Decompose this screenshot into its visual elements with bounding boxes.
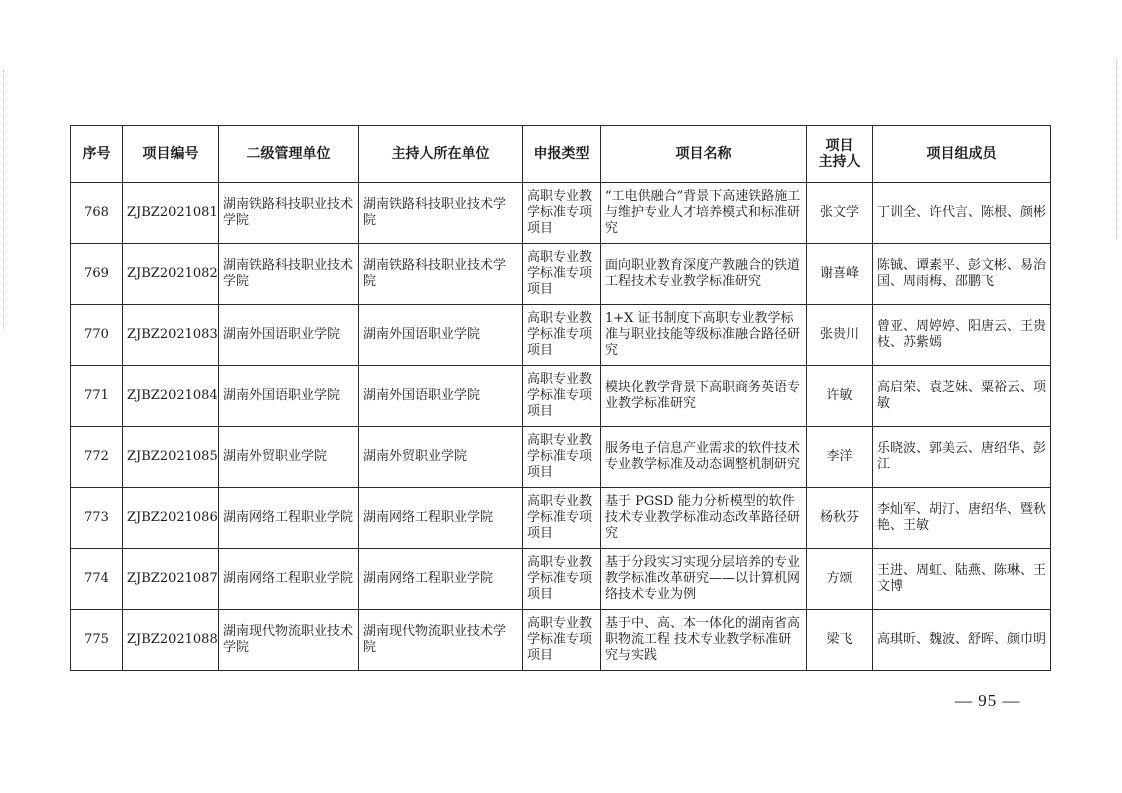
table-row	[71, 366, 1051, 427]
table-row	[71, 305, 1051, 366]
cell-host-unit: 湖南外贸职业学院	[359, 427, 523, 488]
cell-seq: 772	[71, 427, 123, 488]
cell-name: 模块化教学背景下高职商务英语专业教学标准研究	[601, 366, 807, 427]
cell-type: 高职专业教学标准专项项目	[523, 183, 601, 244]
cell-type: 高职专业教学标准专项项目	[523, 366, 601, 427]
cell-leader: 方颂	[807, 549, 873, 610]
cell-unit: 湖南现代物流职业技术学院	[219, 610, 359, 671]
cell-name: 基于分段实习实现分层培养的专业教学标准改革研究——以计算机网络技术专业为例	[601, 549, 807, 610]
header-host-unit: 主持人所在单位	[359, 126, 523, 183]
cell-seq: 775	[71, 610, 123, 671]
cell-seq: 771	[71, 366, 123, 427]
cell-host-unit: 湖南铁路科技职业技术学院	[359, 183, 523, 244]
cell-leader: 梁飞	[807, 610, 873, 671]
cell-host-unit: 湖南铁路科技职业技术学院	[359, 244, 523, 305]
cell-members: 李灿军、胡汀、唐绍华、暨秋艳、王敏	[873, 488, 1051, 549]
cell-code: ZJBZ2021083	[123, 305, 219, 366]
cell-code: ZJBZ2021088	[123, 610, 219, 671]
cell-seq: 770	[71, 305, 123, 366]
cell-host-unit: 湖南外国语职业学院	[359, 366, 523, 427]
cell-host-unit: 湖南外国语职业学院	[359, 305, 523, 366]
cell-unit: 湖南外国语职业学院	[219, 305, 359, 366]
table-header-row	[71, 126, 1051, 183]
header-type: 申报类型	[523, 126, 601, 183]
cell-name: 服务电子信息产业需求的软件技术专业教学标准及动态调整机制研究	[601, 427, 807, 488]
cell-unit: 湖南外贸职业学院	[219, 427, 359, 488]
scan-edge-mark-right	[1116, 60, 1118, 240]
cell-type: 高职专业教学标准专项项目	[523, 488, 601, 549]
header-members: 项目组成员	[873, 126, 1051, 183]
cell-code: ZJBZ2021084	[123, 366, 219, 427]
cell-seq: 774	[71, 549, 123, 610]
header-code: 项目编号	[123, 126, 219, 183]
cell-members: 高启荣、袁芝妹、粟裕云、项敏	[873, 366, 1051, 427]
cell-code: ZJBZ2021082	[123, 244, 219, 305]
cell-name: 面向职业教育深度产教融合的铁道工程技术专业教学标准研究	[601, 244, 807, 305]
cell-members: 王进、周虹、陆燕、陈琳、王文博	[873, 549, 1051, 610]
cell-name: “工电供融合”背景下高速铁路施工与维护专业人才培养模式和标准研究	[601, 183, 807, 244]
cell-members: 陈铖、谭素平、彭文彬、易治国、周雨梅、邵鹏飞	[873, 244, 1051, 305]
cell-type: 高职专业教学标准专项项目	[523, 305, 601, 366]
cell-unit: 湖南铁路科技职业技术学院	[219, 183, 359, 244]
cell-unit: 湖南网络工程职业学院	[219, 549, 359, 610]
cell-members: 乐晓波、郭美云、唐绍华、彭江	[873, 427, 1051, 488]
cell-leader: 许敏	[807, 366, 873, 427]
cell-members: 丁训全、许代言、陈根、颜彬	[873, 183, 1051, 244]
cell-leader: 谢喜峰	[807, 244, 873, 305]
page-number: — 95 —	[955, 691, 1021, 710]
table-row	[71, 549, 1051, 610]
table-row	[71, 244, 1051, 305]
cell-host-unit: 湖南网络工程职业学院	[359, 549, 523, 610]
cell-members: 曾亚、周婷婷、阳唐云、王贵枝、苏紫嫣	[873, 305, 1051, 366]
cell-unit: 湖南网络工程职业学院	[219, 488, 359, 549]
header-unit: 二级管理单位	[219, 126, 359, 183]
cell-host-unit: 湖南现代物流职业技术学院	[359, 610, 523, 671]
cell-type: 高职专业教学标准专项项目	[523, 549, 601, 610]
cell-name: 基于中、高、本一体化的湖南省高职物流工程 技术专业教学标准研究与实践	[601, 610, 807, 671]
table-row	[71, 427, 1051, 488]
cell-code: ZJBZ2021085	[123, 427, 219, 488]
table-row	[71, 183, 1051, 244]
cell-unit: 湖南外国语职业学院	[219, 366, 359, 427]
cell-leader: 李洋	[807, 427, 873, 488]
cell-code: ZJBZ2021087	[123, 549, 219, 610]
project-table	[70, 125, 1051, 671]
cell-seq: 768	[71, 183, 123, 244]
cell-name: 基于 PGSD 能力分析模型的软件技术专业教学标准动态改革路径研究	[601, 488, 807, 549]
cell-unit: 湖南铁路科技职业技术学院	[219, 244, 359, 305]
header-leader: 项目 主持人	[807, 126, 873, 183]
header-name: 项目名称	[601, 126, 807, 183]
cell-type: 高职专业教学标准专项项目	[523, 427, 601, 488]
cell-code: ZJBZ2021081	[123, 183, 219, 244]
cell-leader: 张贵川	[807, 305, 873, 366]
header-seq: 序号	[71, 126, 123, 183]
cell-name: 1+X 证书制度下高职专业教学标准与职业技能等级标准融合路径研究	[601, 305, 807, 366]
cell-leader: 张文学	[807, 183, 873, 244]
table-row	[71, 488, 1051, 549]
cell-leader: 杨秋芬	[807, 488, 873, 549]
cell-members: 高琪昕、魏波、舒晖、颜巾明	[873, 610, 1051, 671]
cell-code: ZJBZ2021086	[123, 488, 219, 549]
scan-edge-mark-left	[3, 70, 5, 330]
cell-host-unit: 湖南网络工程职业学院	[359, 488, 523, 549]
cell-seq: 773	[71, 488, 123, 549]
cell-seq: 769	[71, 244, 123, 305]
cell-type: 高职专业教学标准专项项目	[523, 610, 601, 671]
cell-type: 高职专业教学标准专项项目	[523, 244, 601, 305]
table-row	[71, 610, 1051, 671]
